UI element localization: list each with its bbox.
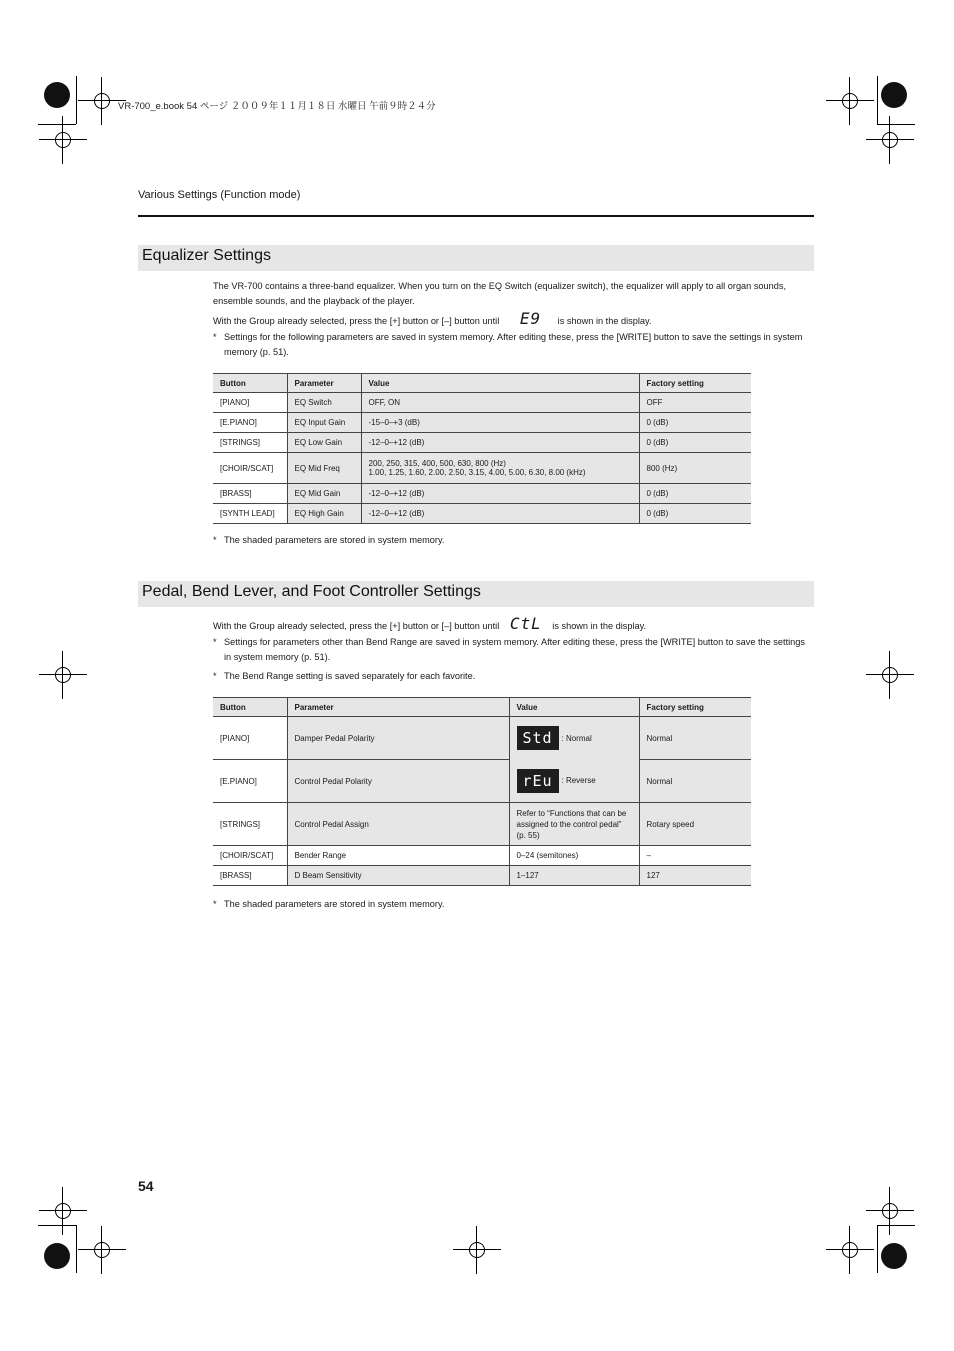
parameter-cell: EQ Mid Freq <box>287 453 361 484</box>
header-cell: Value <box>361 374 639 393</box>
value-cell: -15–0–+3 (dB) <box>361 413 639 433</box>
table-row <box>213 717 751 760</box>
header-cell: Button <box>213 374 287 393</box>
value-cell <box>361 453 639 484</box>
note-text: The shaded parameters are stored in system memory. <box>224 535 445 545</box>
note-text: Settings for parameters other than Bend Range are saved in system memory. After editing these, press the [WRITE] button to save the settings in system memory (p. 51). <box>224 637 805 662</box>
value-cell: 1–127 <box>509 866 639 886</box>
parameter-cell: EQ Mid Gain <box>287 484 361 504</box>
parameter-cell: D Beam Sensitivity <box>287 866 509 886</box>
value-cell: Refer to “Functions that can be assigned to the control pedal” (p. 55) <box>509 803 639 846</box>
registration-mark <box>49 661 77 689</box>
value-cell: 0–24 (semitones) <box>509 846 639 866</box>
factory-cell: 0 (dB) <box>639 433 751 453</box>
registration-mark <box>876 661 904 689</box>
parameter-cell: EQ Low Gain <box>287 433 361 453</box>
note-star: * <box>213 637 217 647</box>
page-number: 54 <box>138 1178 154 1194</box>
registration-disc-top-right <box>881 82 907 108</box>
print-header: VR-700_e.book 54 ページ ２００９年１１月１８日 水曜日 午前９時２４分 <box>118 101 436 112</box>
table-row <box>213 453 751 484</box>
factory-cell: Normal <box>639 717 751 760</box>
factory-cell: 800 (Hz) <box>639 453 751 484</box>
registration-mark <box>876 126 904 154</box>
header-rule <box>138 215 814 217</box>
value-cell: -12–0–+12 (dB) <box>361 484 639 504</box>
registration-mark <box>88 87 116 115</box>
running-head: Various Settings (Function mode) <box>138 189 301 201</box>
button-cell: [STRINGS] <box>213 803 287 846</box>
value-label: : Reverse <box>561 776 596 786</box>
registration-mark <box>836 87 864 115</box>
registration-disc-bottom-left <box>44 1243 70 1269</box>
table-row <box>213 846 751 866</box>
note-text: The shaded parameters are stored in system memory. <box>224 899 445 909</box>
button-cell: [PIANO] <box>213 717 287 760</box>
instruction-text: With the Group already selected, press the [+] button or [–] button until <box>213 316 500 326</box>
parameter-cell: Control Pedal Polarity <box>287 760 509 803</box>
note-star: * <box>213 899 217 909</box>
parameter-cell: EQ Switch <box>287 393 361 413</box>
pedal-note-2 <box>213 669 813 684</box>
pedal-settings-table <box>213 697 751 886</box>
crop-mark <box>877 76 878 124</box>
table-row <box>213 413 751 433</box>
lcd-display-rev: rEu <box>517 769 559 793</box>
table-row <box>213 393 751 413</box>
factory-cell: 0 (dB) <box>639 413 751 433</box>
factory-cell: 0 (dB) <box>639 504 751 524</box>
value-cell <box>509 760 639 803</box>
registration-mark <box>836 1236 864 1264</box>
parameter-cell: EQ High Gain <box>287 504 361 524</box>
parameter-cell: Damper Pedal Polarity <box>287 717 509 760</box>
pedal-group-instruction <box>213 616 813 634</box>
crop-mark <box>76 76 77 124</box>
header-cell: Parameter <box>287 374 361 393</box>
factory-cell: Rotary speed <box>639 803 751 846</box>
crop-mark <box>877 1225 878 1273</box>
parameter-cell: Control Pedal Assign <box>287 803 509 846</box>
display-code-ctl: CtL <box>509 614 542 633</box>
header-cell: Button <box>213 698 287 717</box>
button-cell: [CHOIR/SCAT] <box>213 846 287 866</box>
registration-disc-bottom-right <box>881 1243 907 1269</box>
crop-mark <box>76 1225 77 1273</box>
note-star: * <box>213 671 217 681</box>
crop-mark <box>877 1225 915 1226</box>
section-title: Pedal, Bend Lever, and Foot Controller Settings <box>142 583 481 600</box>
value-cell: -12–0–+12 (dB) <box>361 504 639 524</box>
factory-cell: Normal <box>639 760 751 803</box>
parameter-cell: EQ Input Gain <box>287 413 361 433</box>
eq-note <box>213 330 813 360</box>
factory-cell: OFF <box>639 393 751 413</box>
value-cell: OFF, ON <box>361 393 639 413</box>
table-header-row <box>213 698 751 717</box>
registration-mark <box>49 126 77 154</box>
button-cell: [E.PIANO] <box>213 413 287 433</box>
button-cell: [BRASS] <box>213 484 287 504</box>
registration-mark <box>49 1197 77 1225</box>
eq-settings-table <box>213 373 751 524</box>
value-line: 1.00, 1.25, 1.60, 2.00, 2.50, 3.15, 4.00, 5.00, 6.30, 8.00 (kHz) <box>368 468 586 477</box>
registration-mark <box>876 1197 904 1225</box>
note-text: Settings for the following parameters are saved in system memory. After editing these, press the [WRITE] button to save the settings in system memory (p. 51). <box>224 332 803 357</box>
eq-footnote <box>213 533 813 548</box>
button-cell: [STRINGS] <box>213 433 287 453</box>
pedal-footnote <box>213 897 813 912</box>
table-row <box>213 484 751 504</box>
factory-cell: 0 (dB) <box>639 484 751 504</box>
instruction-text: With the Group already selected, press the [+] button or [–] button until <box>213 621 500 631</box>
factory-cell: – <box>639 846 751 866</box>
section-heading-equalizer <box>138 245 814 271</box>
button-cell: [CHOIR/SCAT] <box>213 453 287 484</box>
note-star: * <box>213 332 217 342</box>
registration-disc-top-left <box>44 82 70 108</box>
pedal-note-1 <box>213 635 813 665</box>
instruction-text: is shown in the display. <box>557 316 652 326</box>
crop-mark <box>877 124 915 125</box>
crop-mark <box>38 124 76 125</box>
button-cell: [SYNTH LEAD] <box>213 504 287 524</box>
section-heading-pedal <box>138 581 814 607</box>
note-star: * <box>213 535 217 545</box>
value-line: 200, 250, 315, 400, 500, 630, 800 (Hz) <box>368 459 506 468</box>
eq-group-instruction <box>213 311 813 329</box>
table-row <box>213 433 751 453</box>
header-cell: Factory setting <box>639 698 751 717</box>
eq-intro: The VR-700 contains a three-band equalizer. When you turn on the EQ Switch (equalizer switch), the equalizer will apply to all organ sounds, ensemble sounds, and the playback of the player. <box>213 281 786 306</box>
table-row <box>213 760 751 803</box>
registration-mark <box>463 1236 491 1264</box>
note-text: The Bend Range setting is saved separately for each favorite. <box>224 671 476 681</box>
table-row <box>213 504 751 524</box>
parameter-cell: Bender Range <box>287 846 509 866</box>
registration-mark <box>88 1236 116 1264</box>
header-cell: Parameter <box>287 698 509 717</box>
value-cell <box>509 717 639 760</box>
factory-cell: 127 <box>639 866 751 886</box>
value-cell: -12–0–+12 (dB) <box>361 433 639 453</box>
crop-mark <box>38 1225 76 1226</box>
display-code-eq: E9 <box>519 309 542 328</box>
button-cell: [E.PIANO] <box>213 760 287 803</box>
header-cell: Factory setting <box>639 374 751 393</box>
table-row <box>213 803 751 846</box>
section-title: Equalizer Settings <box>142 247 271 264</box>
value-label: : Normal <box>561 733 592 743</box>
header-cell: Value <box>509 698 639 717</box>
button-cell: [BRASS] <box>213 866 287 886</box>
table-header-row <box>213 374 751 393</box>
instruction-text: is shown in the display. <box>552 621 647 631</box>
lcd-display-std: Std <box>517 726 559 750</box>
button-cell: [PIANO] <box>213 393 287 413</box>
table-row <box>213 866 751 886</box>
